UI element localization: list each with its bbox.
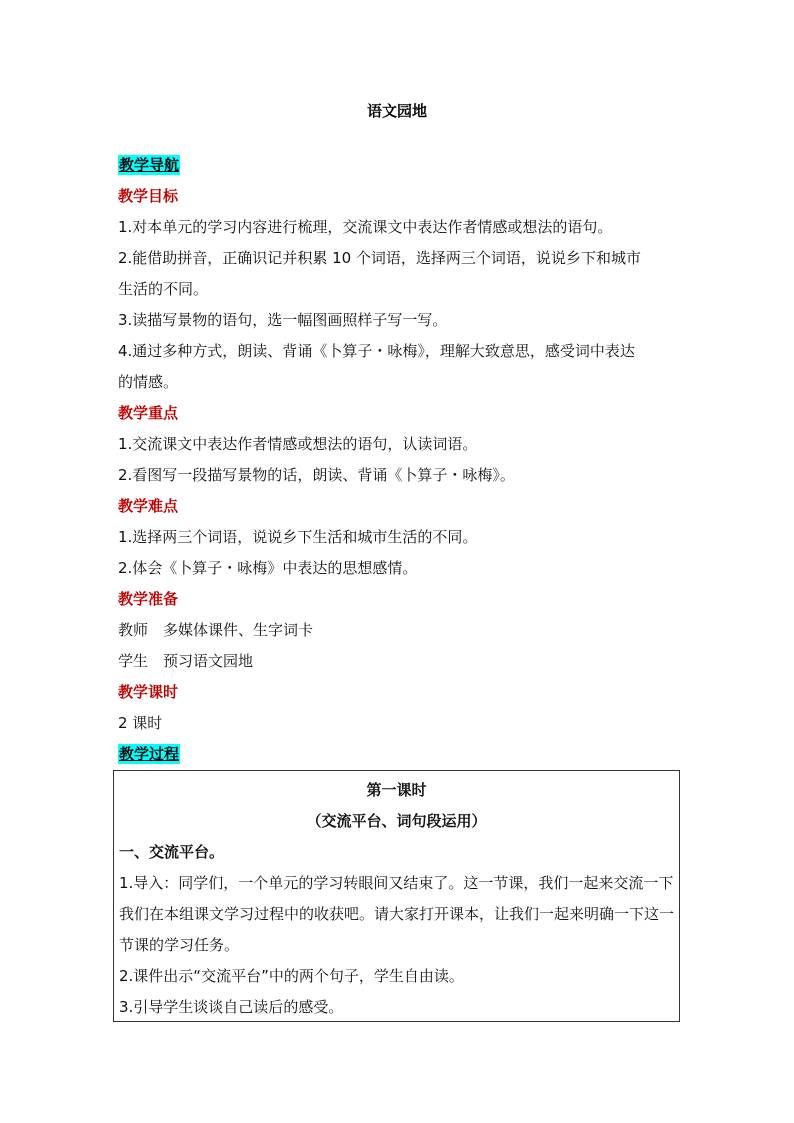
goals-item: 3.读描写景物的语句，选一幅图画照样子写一写。 xyxy=(118,311,448,329)
difficulties-heading: 教学难点 xyxy=(118,497,179,515)
document-body xyxy=(118,150,678,770)
goals-item: 1.对本单元的学习内容进行梳理，交流课文中表达作者情感或想法的语句。 xyxy=(118,218,613,236)
preparation-heading: 教学准备 xyxy=(118,590,179,608)
preparation-item: 学生 预习语文园地 xyxy=(118,652,254,670)
lesson-paragraph: 3.引导学生谈谈自己读后的感受。 xyxy=(119,998,344,1016)
key-points-item: 2.看图写一段描写景物的话，朗读、背诵《卜算子・咏梅》。 xyxy=(118,466,515,484)
lesson-section-heading: 一、交流平台。 xyxy=(119,843,225,861)
nav-row xyxy=(118,150,678,181)
key-points-item: 1.交流课文中表达作者情感或想法的语句，认读词语。 xyxy=(118,435,478,453)
lesson-paragraph: 2.课件出示“交流平台”中的两个句子，学生自由读。 xyxy=(119,967,464,985)
goals-item: 2.能借助拼音，正确识记并积累 10 个词语，选择两三个词语，说说乡下和城市 xyxy=(118,249,641,267)
hours-value: 2 课时 xyxy=(118,714,163,732)
goals-item: 生活的不同。 xyxy=(118,280,209,298)
lesson-box xyxy=(113,770,680,1022)
goals-heading: 教学目标 xyxy=(118,187,179,205)
lesson-title: 第一课时 xyxy=(366,781,427,799)
page-title: 语文园地 xyxy=(366,102,427,120)
preparation-item: 教师 多媒体课件、生字词卡 xyxy=(118,621,314,639)
goals-item: 4.通过多种方式，朗读、背诵《卜算子・咏梅》，理解大致意思，感受词中表达 xyxy=(118,342,635,360)
difficulties-item: 2.体会《卜算子・咏梅》中表达的思想感情。 xyxy=(118,559,418,577)
teaching-process-label: 教学过程 xyxy=(119,745,180,763)
teaching-navigation-label: 教学导航 xyxy=(119,156,180,174)
lesson-subtitle: （交流平台、词句段运用） xyxy=(306,812,487,830)
goals-item: 的情感。 xyxy=(118,373,179,391)
hours-heading: 教学课时 xyxy=(118,683,179,701)
difficulties-item: 1.选择两三个词语，说说乡下生活和城市生活的不同。 xyxy=(118,528,478,546)
lesson-paragraph: 1.导入：同学们，一个单元的学习转眼间又结束了。这一节课，我们一起来交流一下我们在本组课文学习过程中的收获吧。请大家打开课本，让我们一起来明确一下这一节课的学习任务。 xyxy=(119,874,675,954)
process-row xyxy=(118,739,678,770)
key-points-heading: 教学重点 xyxy=(118,404,179,422)
